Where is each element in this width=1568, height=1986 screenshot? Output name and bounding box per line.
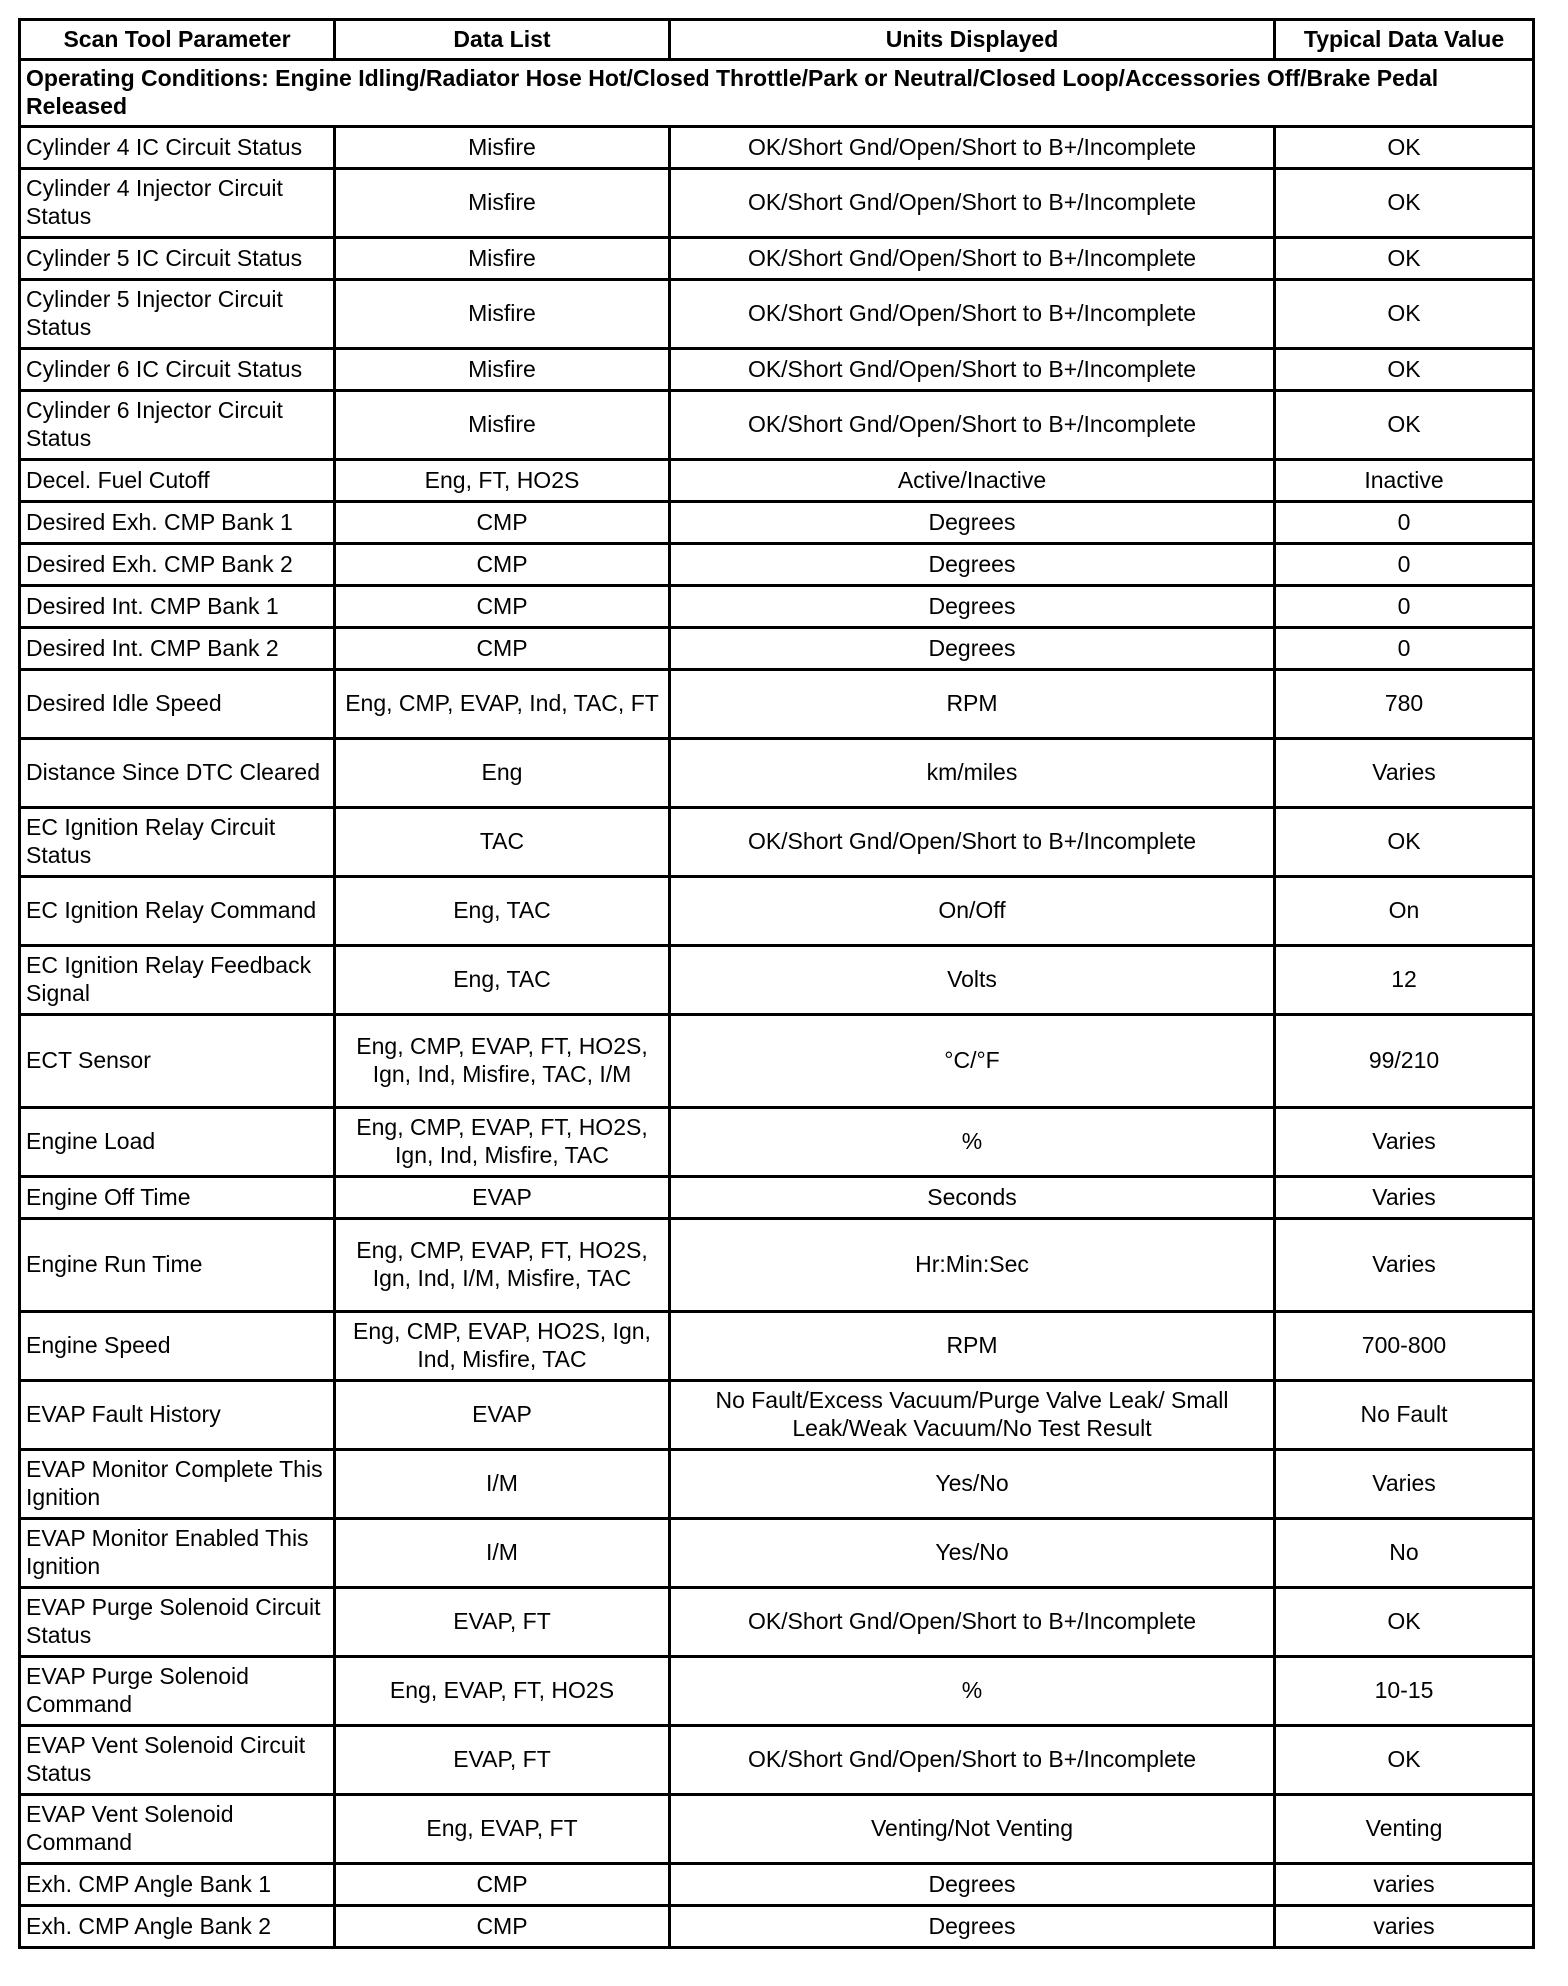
cell-units: RPM (670, 670, 1275, 739)
cell-units: Degrees (670, 586, 1275, 628)
table-row (20, 1177, 1534, 1219)
cell-data-list: Eng, CMP, EVAP, FT, HO2S, Ign, Ind, Misfire, TAC (335, 1108, 670, 1177)
cell-typical-value: No (1275, 1519, 1534, 1588)
cell-typical-value: 0 (1275, 586, 1534, 628)
cell-units: Degrees (670, 1906, 1275, 1948)
cell-typical-value: Varies (1275, 1108, 1534, 1177)
header-data-list: Data List (335, 20, 670, 60)
table-row (20, 349, 1534, 391)
cell-units: OK/Short Gnd/Open/Short to B+/Incomplete (670, 127, 1275, 169)
cell-parameter: EC Ignition Relay Circuit Status (20, 808, 335, 877)
cell-parameter: Exh. CMP Angle Bank 2 (20, 1906, 335, 1948)
cell-units: Venting/Not Venting (670, 1795, 1275, 1864)
cell-units: OK/Short Gnd/Open/Short to B+/Incomplete (670, 1726, 1275, 1795)
cell-data-list: Eng, FT, HO2S (335, 460, 670, 502)
table-row (20, 1219, 1534, 1312)
cell-parameter: EVAP Vent Solenoid Command (20, 1795, 335, 1864)
table-row (20, 1450, 1534, 1519)
cell-typical-value: OK (1275, 349, 1534, 391)
cell-parameter: EC Ignition Relay Feedback Signal (20, 946, 335, 1015)
cell-data-list: EVAP (335, 1381, 670, 1450)
cell-typical-value: Varies (1275, 739, 1534, 808)
cell-data-list: EVAP, FT (335, 1726, 670, 1795)
cell-typical-value: OK (1275, 1726, 1534, 1795)
cell-parameter: Desired Idle Speed (20, 670, 335, 739)
cell-units: % (670, 1657, 1275, 1726)
table-row (20, 586, 1534, 628)
cell-typical-value: On (1275, 877, 1534, 946)
cell-data-list: Misfire (335, 280, 670, 349)
cell-units: Yes/No (670, 1450, 1275, 1519)
cell-typical-value: OK (1275, 391, 1534, 460)
cell-parameter: EVAP Fault History (20, 1381, 335, 1450)
cell-typical-value: varies (1275, 1906, 1534, 1948)
cell-data-list: CMP (335, 1906, 670, 1948)
table-row (20, 1588, 1534, 1657)
table-row (20, 1657, 1534, 1726)
cell-parameter: EC Ignition Relay Command (20, 877, 335, 946)
cell-data-list: Eng, CMP, EVAP, Ind, TAC, FT (335, 670, 670, 739)
cell-typical-value: OK (1275, 1588, 1534, 1657)
table-row (20, 460, 1534, 502)
cell-parameter: Cylinder 4 IC Circuit Status (20, 127, 335, 169)
cell-units: Seconds (670, 1177, 1275, 1219)
cell-data-list: Misfire (335, 238, 670, 280)
cell-typical-value: Venting (1275, 1795, 1534, 1864)
cell-parameter: EVAP Purge Solenoid Command (20, 1657, 335, 1726)
cell-data-list: Misfire (335, 127, 670, 169)
cell-units: OK/Short Gnd/Open/Short to B+/Incomplete (670, 391, 1275, 460)
cell-data-list: Eng, TAC (335, 877, 670, 946)
cell-units: Volts (670, 946, 1275, 1015)
table-row (20, 1312, 1534, 1381)
cell-units: OK/Short Gnd/Open/Short to B+/Incomplete (670, 1588, 1275, 1657)
cell-units: Degrees (670, 1864, 1275, 1906)
cell-data-list: Eng, CMP, EVAP, FT, HO2S, Ign, Ind, Misfire, TAC, I/M (335, 1015, 670, 1108)
cell-units: Yes/No (670, 1519, 1275, 1588)
cell-typical-value: 0 (1275, 628, 1534, 670)
cell-typical-value: OK (1275, 280, 1534, 349)
cell-units: km/miles (670, 739, 1275, 808)
cell-typical-value: 12 (1275, 946, 1534, 1015)
cell-typical-value: Varies (1275, 1219, 1534, 1312)
cell-data-list: Misfire (335, 349, 670, 391)
cell-parameter: Cylinder 4 Injector Circuit Status (20, 169, 335, 238)
header-units-displayed: Units Displayed (670, 20, 1275, 60)
cell-typical-value: Inactive (1275, 460, 1534, 502)
operating-conditions-row (20, 60, 1534, 127)
table-row (20, 946, 1534, 1015)
table-row (20, 1795, 1534, 1864)
table-row (20, 808, 1534, 877)
table-row (20, 877, 1534, 946)
cell-typical-value: OK (1275, 808, 1534, 877)
cell-typical-value: 0 (1275, 502, 1534, 544)
cell-parameter: EVAP Vent Solenoid Circuit Status (20, 1726, 335, 1795)
table-row (20, 1906, 1534, 1948)
cell-data-list: CMP (335, 1864, 670, 1906)
cell-parameter: Cylinder 5 IC Circuit Status (20, 238, 335, 280)
table-row (20, 628, 1534, 670)
cell-units: Degrees (670, 544, 1275, 586)
cell-units: Degrees (670, 502, 1275, 544)
cell-typical-value: 700-800 (1275, 1312, 1534, 1381)
cell-units: OK/Short Gnd/Open/Short to B+/Incomplete (670, 169, 1275, 238)
cell-typical-value: varies (1275, 1864, 1534, 1906)
cell-typical-value: No Fault (1275, 1381, 1534, 1450)
table-row (20, 1015, 1534, 1108)
table-row (20, 502, 1534, 544)
cell-units: Degrees (670, 628, 1275, 670)
cell-typical-value: 10-15 (1275, 1657, 1534, 1726)
cell-units: % (670, 1108, 1275, 1177)
scan-tool-data-table (18, 18, 1535, 1949)
header-scan-tool-parameter: Scan Tool Parameter (20, 20, 335, 60)
table-row (20, 739, 1534, 808)
cell-typical-value: OK (1275, 169, 1534, 238)
cell-parameter: Engine Speed (20, 1312, 335, 1381)
cell-data-list: EVAP (335, 1177, 670, 1219)
cell-parameter: Desired Exh. CMP Bank 2 (20, 544, 335, 586)
table-row (20, 1519, 1534, 1588)
table-row (20, 1381, 1534, 1450)
cell-parameter: Desired Int. CMP Bank 2 (20, 628, 335, 670)
table-row (20, 280, 1534, 349)
document-page (18, 18, 1532, 1949)
cell-parameter: Cylinder 5 Injector Circuit Status (20, 280, 335, 349)
cell-units: Active/Inactive (670, 460, 1275, 502)
cell-data-list: Misfire (335, 169, 670, 238)
cell-units: RPM (670, 1312, 1275, 1381)
cell-parameter: Cylinder 6 IC Circuit Status (20, 349, 335, 391)
cell-data-list: TAC (335, 808, 670, 877)
cell-parameter: ECT Sensor (20, 1015, 335, 1108)
header-typical-data-value: Typical Data Value (1275, 20, 1534, 60)
cell-data-list: Eng (335, 739, 670, 808)
cell-data-list: EVAP, FT (335, 1588, 670, 1657)
cell-units: On/Off (670, 877, 1275, 946)
cell-units: OK/Short Gnd/Open/Short to B+/Incomplete (670, 808, 1275, 877)
table-row (20, 127, 1534, 169)
table-row (20, 1726, 1534, 1795)
cell-parameter: Exh. CMP Angle Bank 1 (20, 1864, 335, 1906)
cell-parameter: EVAP Purge Solenoid Circuit Status (20, 1588, 335, 1657)
cell-data-list: I/M (335, 1450, 670, 1519)
cell-data-list: Misfire (335, 391, 670, 460)
cell-parameter: Desired Int. CMP Bank 1 (20, 586, 335, 628)
cell-data-list: Eng, EVAP, FT (335, 1795, 670, 1864)
table-row (20, 544, 1534, 586)
cell-units: Hr:Min:Sec (670, 1219, 1275, 1312)
cell-parameter: Desired Exh. CMP Bank 1 (20, 502, 335, 544)
cell-parameter: Engine Run Time (20, 1219, 335, 1312)
cell-units: OK/Short Gnd/Open/Short to B+/Incomplete (670, 349, 1275, 391)
cell-parameter: Decel. Fuel Cutoff (20, 460, 335, 502)
cell-typical-value: 99/210 (1275, 1015, 1534, 1108)
cell-parameter: Cylinder 6 Injector Circuit Status (20, 391, 335, 460)
cell-typical-value: Varies (1275, 1177, 1534, 1219)
cell-data-list: CMP (335, 544, 670, 586)
cell-typical-value: OK (1275, 238, 1534, 280)
table-row (20, 391, 1534, 460)
table-row (20, 670, 1534, 739)
cell-parameter: Engine Off Time (20, 1177, 335, 1219)
cell-data-list: Eng, TAC (335, 946, 670, 1015)
table-row (20, 1108, 1534, 1177)
cell-data-list: Eng, CMP, EVAP, HO2S, Ign, Ind, Misfire, TAC (335, 1312, 670, 1381)
cell-data-list: CMP (335, 628, 670, 670)
cell-parameter: Distance Since DTC Cleared (20, 739, 335, 808)
cell-typical-value: 780 (1275, 670, 1534, 739)
cell-data-list: CMP (335, 586, 670, 628)
cell-data-list: I/M (335, 1519, 670, 1588)
cell-units: °C/°F (670, 1015, 1275, 1108)
cell-units: OK/Short Gnd/Open/Short to B+/Incomplete (670, 280, 1275, 349)
operating-conditions: Operating Conditions: Engine Idling/Radiator Hose Hot/Closed Throttle/Park or Neutral/Closed Loop/Accessories Off/Brake Pedal Released (20, 60, 1534, 127)
cell-parameter: EVAP Monitor Complete This Ignition (20, 1450, 335, 1519)
table-row (20, 238, 1534, 280)
cell-typical-value: OK (1275, 127, 1534, 169)
cell-units: OK/Short Gnd/Open/Short to B+/Incomplete (670, 238, 1275, 280)
cell-data-list: Eng, CMP, EVAP, FT, HO2S, Ign, Ind, I/M, Misfire, TAC (335, 1219, 670, 1312)
cell-typical-value: Varies (1275, 1450, 1534, 1519)
cell-units: No Fault/Excess Vacuum/Purge Valve Leak/ Small Leak/Weak Vacuum/No Test Result (670, 1381, 1275, 1450)
cell-typical-value: 0 (1275, 544, 1534, 586)
cell-data-list: Eng, EVAP, FT, HO2S (335, 1657, 670, 1726)
cell-data-list: CMP (335, 502, 670, 544)
header-row (20, 20, 1534, 60)
cell-parameter: Engine Load (20, 1108, 335, 1177)
table-row (20, 169, 1534, 238)
cell-parameter: EVAP Monitor Enabled This Ignition (20, 1519, 335, 1588)
table-row (20, 1864, 1534, 1906)
